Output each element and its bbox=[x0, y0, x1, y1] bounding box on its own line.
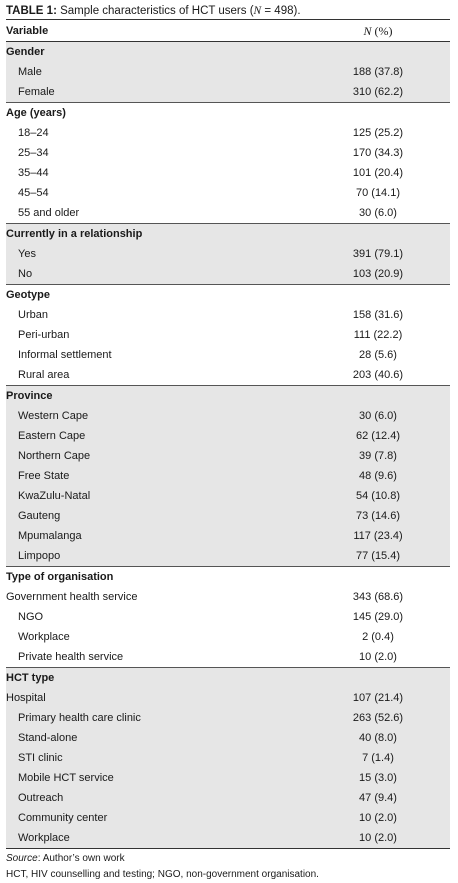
table-row bbox=[6, 365, 450, 386]
table-body bbox=[6, 42, 450, 849]
row-label: Yes bbox=[6, 244, 306, 264]
table-row bbox=[6, 466, 450, 486]
header-n-percent bbox=[306, 20, 450, 42]
row-value: 101 (20.4) bbox=[352, 167, 404, 179]
row-label: Male bbox=[6, 62, 306, 82]
row-value: 343 (68.6) bbox=[352, 591, 404, 603]
table-row bbox=[6, 808, 450, 828]
row-label: Stand-alone bbox=[6, 728, 306, 748]
source-note bbox=[6, 851, 450, 867]
table-row bbox=[6, 305, 450, 325]
table-row bbox=[6, 406, 450, 426]
row-value: 10 (2.0) bbox=[306, 808, 450, 828]
group-header-row bbox=[6, 567, 450, 588]
row-label: Eastern Cape bbox=[6, 426, 306, 446]
group-header-row bbox=[6, 224, 450, 245]
group-title-value bbox=[306, 224, 450, 245]
table-row bbox=[6, 828, 450, 849]
row-value: 48 (9.6) bbox=[306, 466, 450, 486]
header-n-rest: (%) bbox=[371, 23, 393, 38]
table-row bbox=[6, 143, 450, 163]
row-value: 28 (5.6) bbox=[359, 349, 397, 361]
group-title: HCT type bbox=[6, 668, 306, 689]
table-row bbox=[6, 183, 450, 203]
table-row bbox=[6, 163, 450, 183]
header-variable: Variable bbox=[6, 20, 306, 42]
table-row bbox=[6, 264, 450, 285]
row-label: Western Cape bbox=[6, 406, 306, 426]
row-label: Northern Cape bbox=[6, 446, 306, 466]
row-label: Urban bbox=[18, 309, 48, 321]
caption-text: Sample characteristics of HCT users ( bbox=[56, 5, 254, 17]
row-value: 188 (37.8) bbox=[306, 62, 450, 82]
group-header-row bbox=[6, 42, 450, 63]
row-value: 391 (79.1) bbox=[306, 244, 450, 264]
row-label: Free State bbox=[6, 466, 306, 486]
table-row bbox=[6, 546, 450, 567]
table-row bbox=[6, 62, 450, 82]
caption-n-rest: = 498). bbox=[261, 5, 301, 17]
row-label: Gauteng bbox=[6, 506, 306, 526]
source-label: Source bbox=[6, 853, 38, 864]
table-caption bbox=[6, 3, 450, 19]
group-header-row bbox=[6, 668, 450, 689]
row-value: 70 (14.1) bbox=[355, 187, 401, 199]
row-label: Workplace bbox=[6, 828, 306, 849]
group-title-value bbox=[306, 103, 450, 124]
row-label: KwaZulu-Natal bbox=[6, 486, 306, 506]
row-value: 47 (9.4) bbox=[306, 788, 450, 808]
table-footnotes bbox=[6, 851, 450, 883]
abbreviation-note: HCT, HIV counselling and testing; NGO, non-government organisation. bbox=[6, 869, 319, 880]
table-row bbox=[6, 426, 450, 446]
row-label: STI clinic bbox=[6, 748, 306, 768]
row-label: Informal settlement bbox=[18, 349, 112, 361]
table-row bbox=[6, 345, 450, 365]
table-row bbox=[6, 506, 450, 526]
row-label: Mpumalanga bbox=[6, 526, 306, 546]
row-value: 111 (22.2) bbox=[353, 329, 403, 341]
table-row bbox=[6, 647, 450, 668]
row-value: 170 (34.3) bbox=[352, 147, 404, 159]
table-row bbox=[6, 587, 450, 607]
row-value: 15 (3.0) bbox=[306, 768, 450, 788]
group-title-value bbox=[306, 386, 450, 407]
row-value: 30 (6.0) bbox=[359, 207, 397, 219]
row-label: Hospital bbox=[6, 688, 306, 708]
group-title: Age (years) bbox=[6, 103, 306, 124]
row-label: No bbox=[6, 264, 306, 285]
row-label: Rural area bbox=[18, 369, 70, 381]
group-title-value bbox=[306, 668, 450, 689]
row-value: 107 (21.4) bbox=[306, 688, 450, 708]
caption-n-symbol: N bbox=[253, 5, 262, 17]
group-title-value bbox=[306, 567, 450, 588]
row-value: 62 (12.4) bbox=[306, 426, 450, 446]
row-value: 125 (25.2) bbox=[352, 127, 404, 139]
table-figure bbox=[6, 0, 450, 883]
row-value: 7 (1.4) bbox=[306, 748, 450, 768]
table-row bbox=[6, 708, 450, 728]
table-header-row bbox=[6, 20, 450, 42]
table-row bbox=[6, 688, 450, 708]
table-row bbox=[6, 526, 450, 546]
row-label: 55 and older bbox=[18, 207, 80, 219]
row-value: 10 (2.0) bbox=[306, 828, 450, 849]
table-row bbox=[6, 728, 450, 748]
group-title-value bbox=[306, 42, 450, 63]
row-value: 10 (2.0) bbox=[359, 651, 397, 663]
table-row bbox=[6, 325, 450, 345]
row-label: 35–44 bbox=[18, 167, 49, 179]
table-row bbox=[6, 123, 450, 143]
row-label: Peri-urban bbox=[18, 329, 70, 341]
row-value: 2 (0.4) bbox=[362, 631, 394, 643]
group-title: Geotype bbox=[6, 285, 306, 306]
group-title-value bbox=[306, 285, 450, 306]
row-value: 40 (8.0) bbox=[306, 728, 450, 748]
table-row bbox=[6, 788, 450, 808]
row-label: Mobile HCT service bbox=[6, 768, 306, 788]
group-title: Currently in a relationship bbox=[6, 224, 306, 245]
group-header-row bbox=[6, 386, 450, 407]
table-row bbox=[6, 486, 450, 506]
group-title: Type of organisation bbox=[6, 567, 306, 588]
row-value: 203 (40.6) bbox=[352, 369, 404, 381]
row-value: 73 (14.6) bbox=[306, 506, 450, 526]
table-row bbox=[6, 446, 450, 466]
caption-label: TABLE 1: bbox=[6, 5, 57, 17]
row-label: Female bbox=[6, 82, 306, 103]
row-value: 39 (7.8) bbox=[306, 446, 450, 466]
row-value: 103 (20.9) bbox=[306, 264, 450, 285]
table-row bbox=[6, 768, 450, 788]
header-n-symbol: N bbox=[363, 23, 372, 38]
table-row bbox=[6, 203, 450, 224]
group-title: Province bbox=[6, 386, 306, 407]
group-header-row bbox=[6, 103, 450, 124]
table-row bbox=[6, 607, 450, 627]
source-text: : Author’s own work bbox=[37, 853, 125, 864]
row-value: 263 (52.6) bbox=[306, 708, 450, 728]
row-label: 45–54 bbox=[18, 187, 49, 199]
table-row bbox=[6, 748, 450, 768]
row-label: Outreach bbox=[6, 788, 306, 808]
row-label: 25–34 bbox=[18, 147, 49, 159]
row-value: 145 (29.0) bbox=[352, 611, 404, 623]
row-label: 18–24 bbox=[18, 127, 49, 139]
row-label: Government health service bbox=[6, 591, 138, 603]
row-value: 158 (31.6) bbox=[352, 309, 404, 321]
row-label: NGO bbox=[18, 611, 44, 623]
table-row bbox=[6, 82, 450, 103]
row-value: 54 (10.8) bbox=[306, 486, 450, 506]
characteristics-table bbox=[6, 19, 450, 849]
table-row bbox=[6, 244, 450, 264]
row-value: 310 (62.2) bbox=[306, 82, 450, 103]
row-label: Workplace bbox=[18, 631, 70, 643]
table-row bbox=[6, 627, 450, 647]
group-title: Gender bbox=[6, 42, 306, 63]
row-label: Community center bbox=[6, 808, 306, 828]
row-value: 77 (15.4) bbox=[306, 546, 450, 567]
row-label: Private health service bbox=[18, 651, 124, 663]
row-label: Limpopo bbox=[6, 546, 306, 567]
row-label: Primary health care clinic bbox=[6, 708, 306, 728]
row-value: 30 (6.0) bbox=[306, 406, 450, 426]
row-value: 117 (23.4) bbox=[306, 526, 450, 546]
group-header-row bbox=[6, 285, 450, 306]
